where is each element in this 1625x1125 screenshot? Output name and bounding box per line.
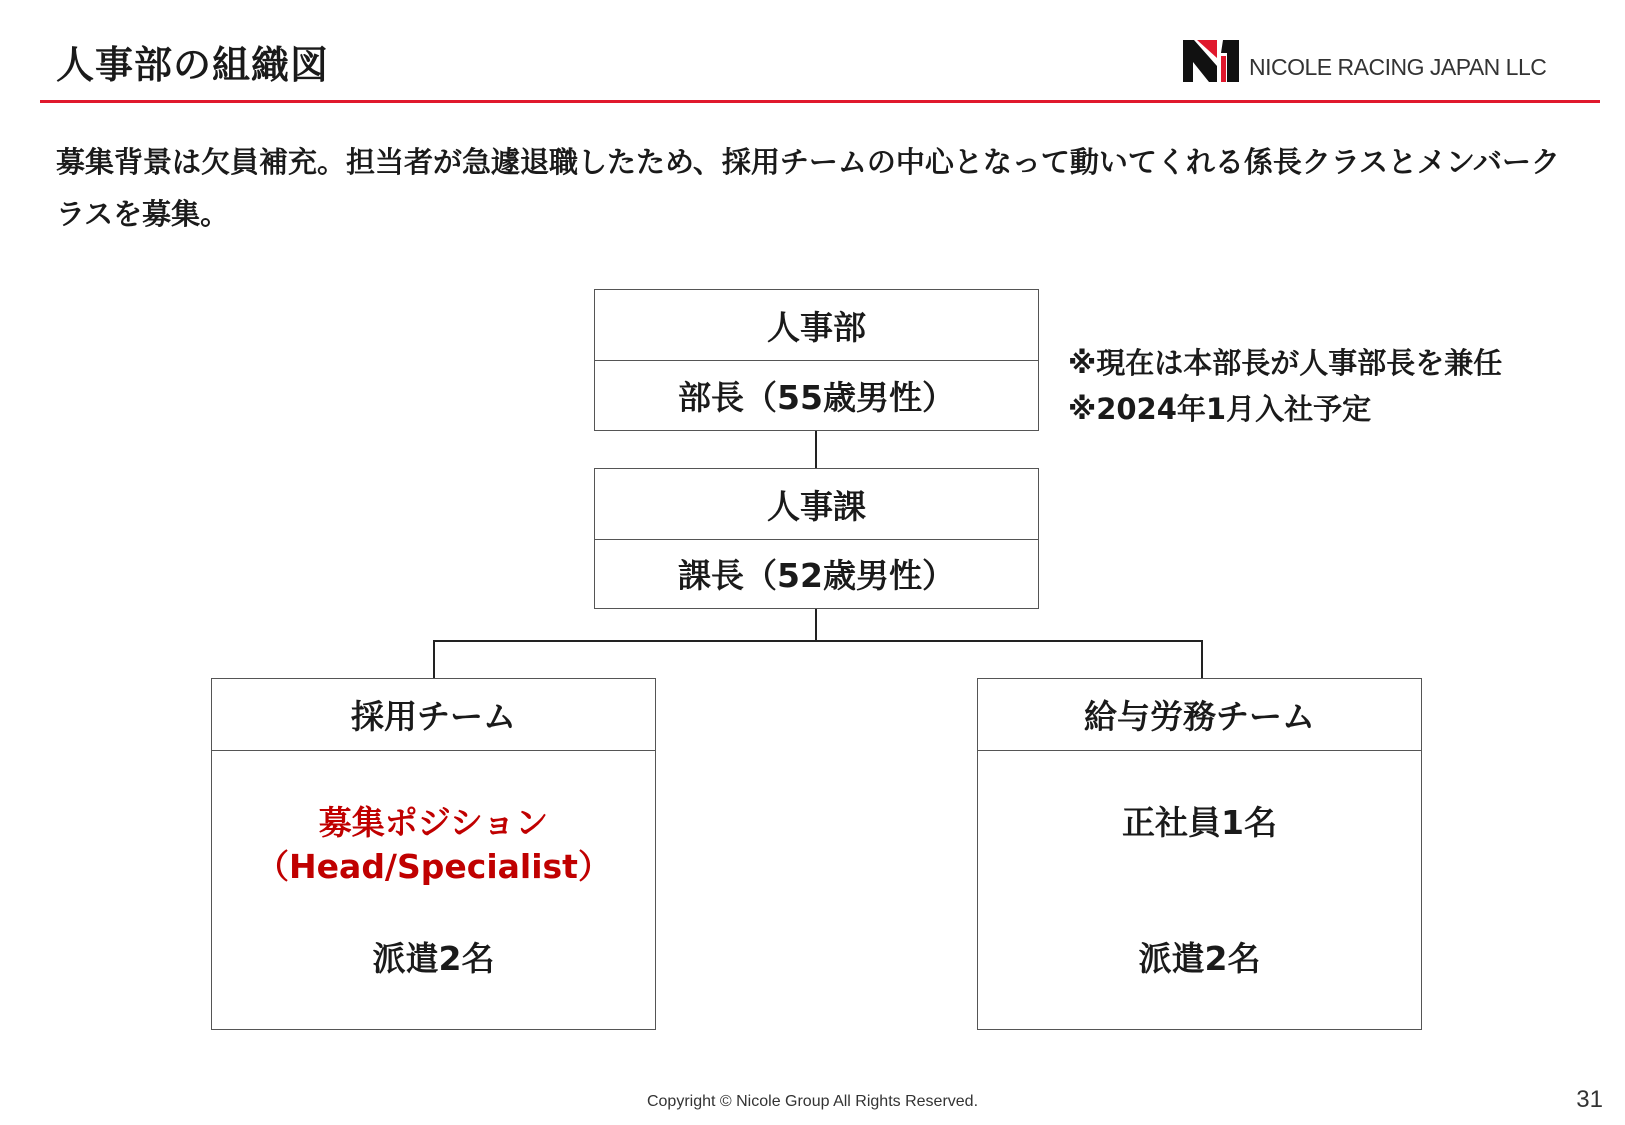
- copyright: Copyright © Nicole Group All Rights Reserved.: [646, 1093, 979, 1110]
- notes: [1068, 340, 1502, 432]
- nicole-logo-icon: [1183, 40, 1241, 82]
- logo-text: NICOLE RACING JAPAN LLC: [1249, 54, 1547, 80]
- note-line: ※2024年1月入社予定: [1068, 392, 1372, 426]
- page-title: 人事部の組織図: [56, 43, 330, 87]
- payroll-team-body: [978, 750, 1421, 1029]
- section-box: [594, 468, 1039, 609]
- company-logo: [1183, 40, 1546, 82]
- intro-text: 募集背景は欠員補充。担当者が急遽退職したため、採用チームの中心となって動いてくれる係長クラスとメンバークラスを募集。: [56, 145, 1560, 231]
- open-position-label: 募集ポジション: [318, 803, 549, 842]
- dispatch-staff-count: 派遣2名: [372, 939, 495, 978]
- section-head: 課長（52歳男性）: [595, 539, 1038, 607]
- connector-line: [815, 608, 817, 642]
- recruitment-team-name: 採用チーム: [351, 697, 516, 736]
- dispatch-staff-count: 派遣2名: [1138, 939, 1261, 978]
- payroll-team-name: 給与労務チーム: [1084, 697, 1315, 736]
- full-time-staff-count: 正社員1名: [1122, 803, 1277, 842]
- recruitment-team-body: [212, 750, 655, 1029]
- payroll-team-box: [977, 678, 1422, 1030]
- open-position-detail: （Head/Specialist）: [256, 847, 611, 886]
- section-name: 人事課: [767, 486, 866, 526]
- connector-line: [433, 640, 1203, 642]
- connector-line: [433, 640, 435, 679]
- connector-line: [815, 430, 817, 469]
- title-divider: [40, 100, 1600, 103]
- department-box: [594, 289, 1039, 431]
- note-line: ※現在は本部長が人事部長を兼任: [1068, 346, 1503, 380]
- department-name: 人事部: [767, 307, 866, 347]
- department-head: 部長（55歳男性）: [595, 360, 1038, 429]
- connector-line: [1201, 640, 1203, 679]
- recruitment-team-box: [211, 678, 656, 1030]
- page-number: 31: [1576, 1086, 1603, 1113]
